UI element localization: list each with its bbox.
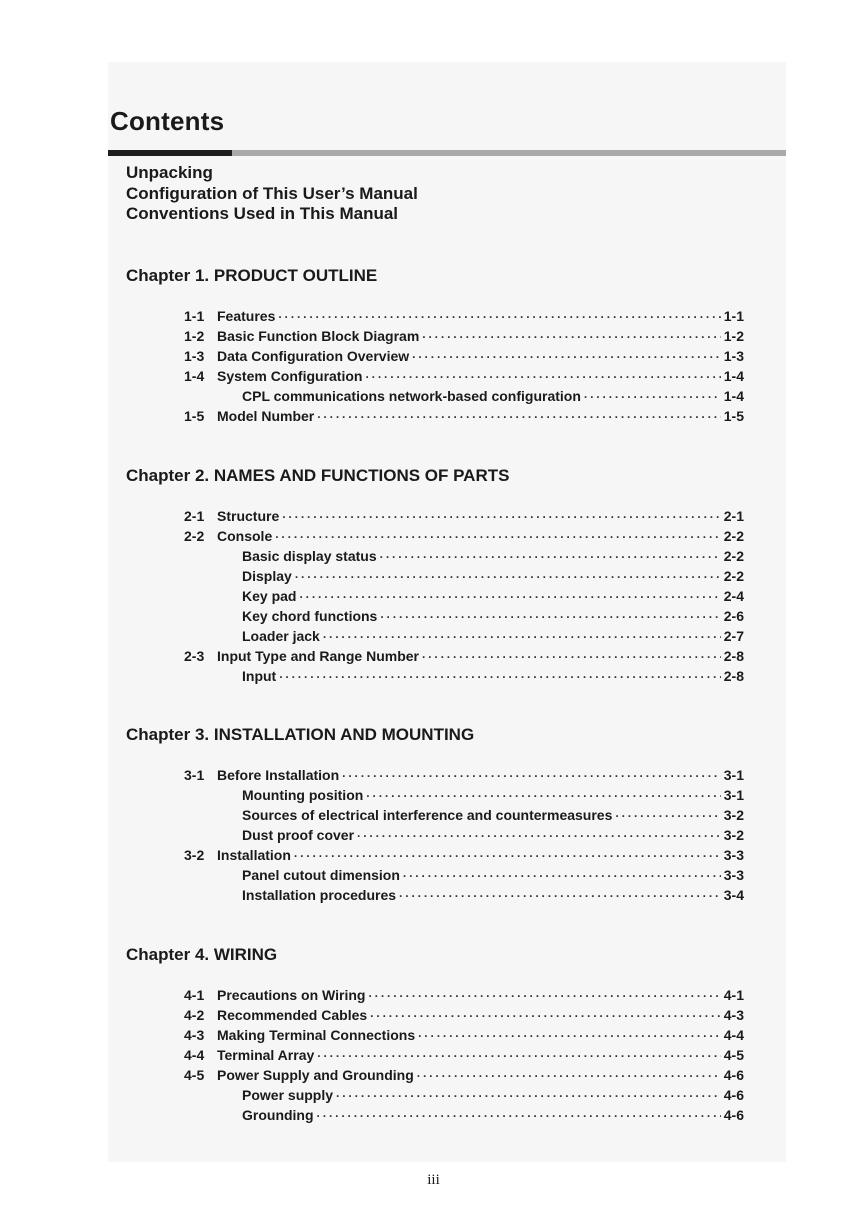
toc-entry[interactable] xyxy=(184,506,744,526)
chapter-1-heading[interactable]: Chapter 1. PRODUCT OUTLINE xyxy=(126,266,378,285)
toc-subentry[interactable] xyxy=(184,546,744,566)
entry-page: 1-4 xyxy=(723,368,744,384)
entry-label: CPL communications network-based configuration xyxy=(242,388,581,404)
dot-leader xyxy=(418,1026,721,1046)
entry-label: Input xyxy=(242,668,277,684)
entry-label: Display xyxy=(242,568,292,584)
entry-page: 2-8 xyxy=(723,668,744,684)
toc-entry[interactable] xyxy=(184,366,744,386)
entry-page: 3-1 xyxy=(723,767,744,783)
entry-page: 4-1 xyxy=(723,987,744,1003)
chapter-3-entries xyxy=(184,765,744,905)
dot-leader xyxy=(370,1006,721,1026)
entry-page: 1-2 xyxy=(723,328,744,344)
chapter-4-entries xyxy=(184,985,744,1125)
entry-page: 4-6 xyxy=(723,1067,744,1083)
entry-number: 3-2 xyxy=(184,847,205,863)
entry-number: 1-1 xyxy=(184,308,205,324)
toc-subentry[interactable] xyxy=(184,885,744,905)
entry-label: System Configuration xyxy=(217,368,363,384)
entry-page: 4-6 xyxy=(723,1107,744,1123)
entry-number: 2-2 xyxy=(184,528,205,544)
toc-subentry[interactable] xyxy=(184,805,744,825)
toc-subentry[interactable] xyxy=(184,586,744,606)
dot-leader xyxy=(294,846,721,866)
entry-page: 4-5 xyxy=(723,1047,744,1063)
entry-label: Console xyxy=(217,528,273,544)
toc-subentry[interactable] xyxy=(184,825,744,845)
entry-label: Installation procedures xyxy=(242,887,397,903)
entry-page: 2-8 xyxy=(723,648,744,664)
dot-leader xyxy=(417,1066,721,1086)
dot-leader xyxy=(412,347,721,367)
toc-entry[interactable] xyxy=(184,326,744,346)
entry-label: Making Terminal Connections xyxy=(217,1027,416,1043)
entry-label: Key chord functions xyxy=(242,608,378,624)
entry-page: 1-1 xyxy=(723,308,744,324)
entry-number: 3-1 xyxy=(184,767,205,783)
toc-entry[interactable] xyxy=(184,985,744,1005)
toc-subentry[interactable] xyxy=(184,606,744,626)
entry-number: 4-3 xyxy=(184,1027,205,1043)
title-rule xyxy=(108,150,786,156)
entry-page: 2-2 xyxy=(723,548,744,564)
dot-leader xyxy=(317,1046,721,1066)
toc-subentry[interactable] xyxy=(184,785,744,805)
dot-leader xyxy=(336,1086,721,1106)
entry-page: 2-1 xyxy=(723,508,744,524)
entry-page: 4-3 xyxy=(723,1007,744,1023)
entry-label: Model Number xyxy=(217,408,315,424)
dot-leader xyxy=(299,587,720,607)
toc-entry[interactable] xyxy=(184,526,744,546)
toc-entry[interactable] xyxy=(184,306,744,326)
entry-label: Basic display status xyxy=(242,548,377,564)
entry-page: 2-2 xyxy=(723,568,744,584)
dot-leader xyxy=(615,806,720,826)
entry-page: 3-3 xyxy=(723,847,744,863)
dot-leader xyxy=(317,1106,721,1126)
entry-label: Precautions on Wiring xyxy=(217,987,366,1003)
dot-leader xyxy=(380,547,721,567)
dot-leader xyxy=(323,627,721,647)
dot-leader xyxy=(279,667,721,687)
entry-label: Recommended Cables xyxy=(217,1007,368,1023)
toc-entry[interactable] xyxy=(184,1065,744,1085)
toc-subentry[interactable] xyxy=(184,1105,744,1125)
entry-label: Power Supply and Grounding xyxy=(217,1067,414,1083)
dot-leader xyxy=(368,986,720,1006)
entry-label: Loader jack xyxy=(242,628,320,644)
dot-leader xyxy=(366,786,720,806)
toc-entry[interactable] xyxy=(184,1045,744,1065)
entry-label: Data Configuration Overview xyxy=(217,348,410,364)
entry-page: 3-4 xyxy=(723,887,744,903)
entry-page: 3-2 xyxy=(723,827,744,843)
entry-label: Terminal Array xyxy=(217,1047,315,1063)
dot-leader xyxy=(295,567,721,587)
dot-leader xyxy=(380,607,720,627)
front-matter-item-conventions[interactable]: Conventions Used in This Manual xyxy=(126,204,399,223)
toc-subentry[interactable] xyxy=(184,566,744,586)
chapter-2-entries xyxy=(184,506,744,686)
entry-number: 1-5 xyxy=(184,408,205,424)
entry-page: 1-3 xyxy=(723,348,744,364)
dot-leader xyxy=(317,407,721,427)
entry-page: 2-6 xyxy=(723,608,744,624)
dot-leader xyxy=(584,387,721,407)
entry-label: Grounding xyxy=(242,1107,314,1123)
entry-number: 2-1 xyxy=(184,508,205,524)
entry-page: 4-6 xyxy=(723,1087,744,1103)
toc-subentry[interactable] xyxy=(184,666,744,686)
toc-entry[interactable] xyxy=(184,346,744,366)
dot-leader xyxy=(342,766,721,786)
toc-subentry[interactable] xyxy=(184,626,744,646)
entry-label: Structure xyxy=(217,508,280,524)
toc-subentry[interactable] xyxy=(184,1085,744,1105)
entry-number: 4-2 xyxy=(184,1007,205,1023)
front-matter-list xyxy=(126,163,418,225)
entry-label: Sources of electrical interference and countermeasures xyxy=(242,807,613,823)
entry-page: 2-7 xyxy=(723,628,744,644)
entry-number: 1-3 xyxy=(184,348,205,364)
front-matter-item-configuration[interactable]: Configuration of This User’s Manual xyxy=(126,183,418,203)
entry-label: Input Type and Range Number xyxy=(217,648,419,664)
entry-label: Power supply xyxy=(242,1087,334,1103)
entry-label: Key pad xyxy=(242,588,297,604)
dot-leader xyxy=(403,866,721,886)
entry-label: Installation xyxy=(217,847,291,863)
entry-label: Mounting position xyxy=(242,787,364,803)
toc-entry[interactable] xyxy=(184,646,744,666)
front-matter-item-unpacking[interactable]: Unpacking xyxy=(126,163,213,182)
entry-page: 3-2 xyxy=(723,807,744,823)
entry-number: 1-4 xyxy=(184,368,205,384)
entry-number: 4-1 xyxy=(184,987,205,1003)
chapter-1-entries xyxy=(184,306,744,426)
entry-page: 3-1 xyxy=(723,787,744,803)
toc-entry[interactable] xyxy=(184,845,744,865)
toc-entry[interactable] xyxy=(184,765,744,785)
entry-page: 1-4 xyxy=(723,388,744,404)
dot-leader xyxy=(278,307,720,327)
entry-page: 2-4 xyxy=(723,588,744,604)
title-rule-accent xyxy=(108,150,232,156)
entry-label: Before Installation xyxy=(217,767,340,783)
toc-entry[interactable] xyxy=(184,406,744,426)
dot-leader xyxy=(422,327,720,347)
toc-subentry[interactable] xyxy=(184,865,744,885)
dot-leader xyxy=(399,886,721,906)
entry-page: 1-5 xyxy=(723,408,744,424)
dot-leader xyxy=(365,367,720,387)
dot-leader xyxy=(275,527,721,547)
entry-number: 4-4 xyxy=(184,1047,205,1063)
dot-leader xyxy=(357,826,721,846)
chapter-2-heading[interactable]: Chapter 2. NAMES AND FUNCTIONS OF PARTS xyxy=(126,466,510,485)
entry-page: 2-2 xyxy=(723,528,744,544)
entry-number: 1-2 xyxy=(184,328,205,344)
entry-page: 4-4 xyxy=(723,1027,744,1043)
toc-entry[interactable] xyxy=(184,1005,744,1025)
page-number: iii xyxy=(427,1172,440,1188)
toc-entry[interactable] xyxy=(184,1025,744,1045)
entry-label: Panel cutout dimension xyxy=(242,867,400,883)
toc-subentry[interactable] xyxy=(184,386,744,406)
entry-number: 4-5 xyxy=(184,1067,205,1083)
entry-number: 2-3 xyxy=(184,648,205,664)
entry-label: Basic Function Block Diagram xyxy=(217,328,420,344)
entry-label: Dust proof cover xyxy=(242,827,355,843)
entry-label: Features xyxy=(217,308,276,324)
entry-page: 3-3 xyxy=(723,867,744,883)
dot-leader xyxy=(282,507,721,527)
dot-leader xyxy=(422,647,721,667)
page-title: Contents xyxy=(110,106,225,136)
chapter-3-heading[interactable]: Chapter 3. INSTALLATION AND MOUNTING xyxy=(126,725,475,744)
chapter-4-heading[interactable]: Chapter 4. WIRING xyxy=(126,945,278,964)
